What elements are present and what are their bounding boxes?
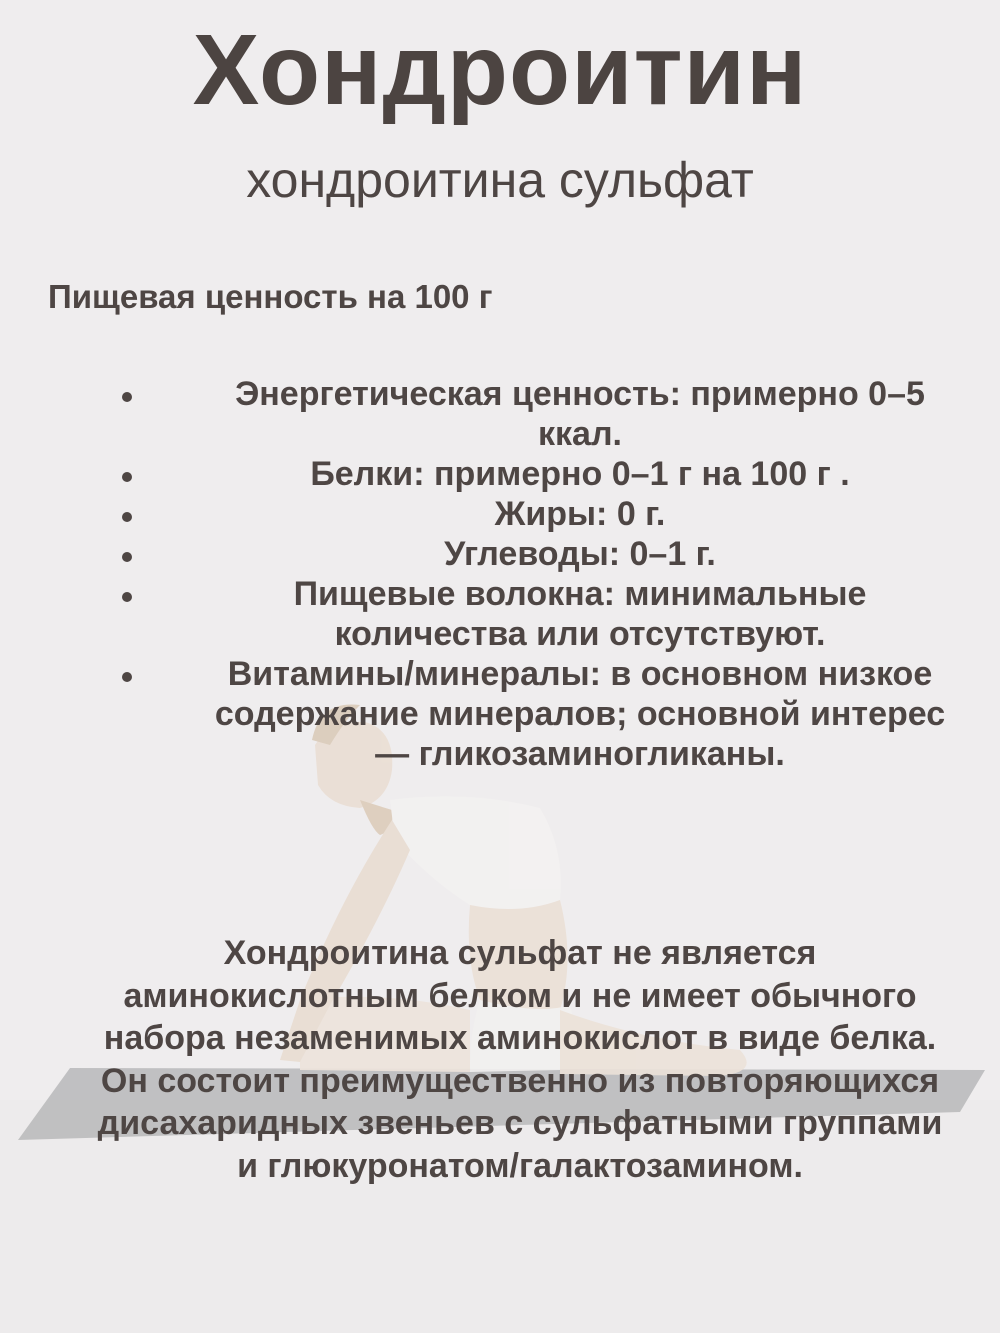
bullet-icon [122,472,132,482]
list-item [100,494,960,534]
list-item [100,534,960,574]
nutrition-list [100,374,960,774]
list-item-text: Жиры: 0 г. [494,495,666,533]
page-subtitle: хондроитина сульфат [246,152,754,208]
list-item [100,374,960,454]
list-item-text: Пищевые волокна: минимальные количества или отсутствуют. [293,575,867,653]
bullet-icon [122,512,132,522]
bullet-icon [122,672,132,682]
bullet-icon [122,392,132,402]
nutrition-heading: Пищевая ценность на 100 г [48,278,493,315]
description-paragraph: Хондроитина сульфат не является аминокислотным белком и не имеет обычного набора незаменимых аминокислот в виде белка. Он состоит преимущественно из повторяющихся дисахаридных звеньев с сульфатными группами и глюкуронатом/галактозамином. [97,934,943,1185]
list-item-text: Витамины/минералы: в основном низкое содержание минералов; основной интерес — гликозаминогликаны. [214,655,946,773]
list-item-text: Белки: примерно 0–1 г на 100 г . [310,455,850,493]
page-title: Хондроитин [192,14,808,126]
list-item [100,574,960,654]
list-item [100,454,960,494]
list-item-text: Углеводы: 0–1 г. [444,535,716,573]
list-item-text: Энергетическая ценность: примерно 0–5 ккал. [235,375,925,453]
list-item [100,654,960,774]
bullet-icon [122,552,132,562]
bullet-icon [122,592,132,602]
